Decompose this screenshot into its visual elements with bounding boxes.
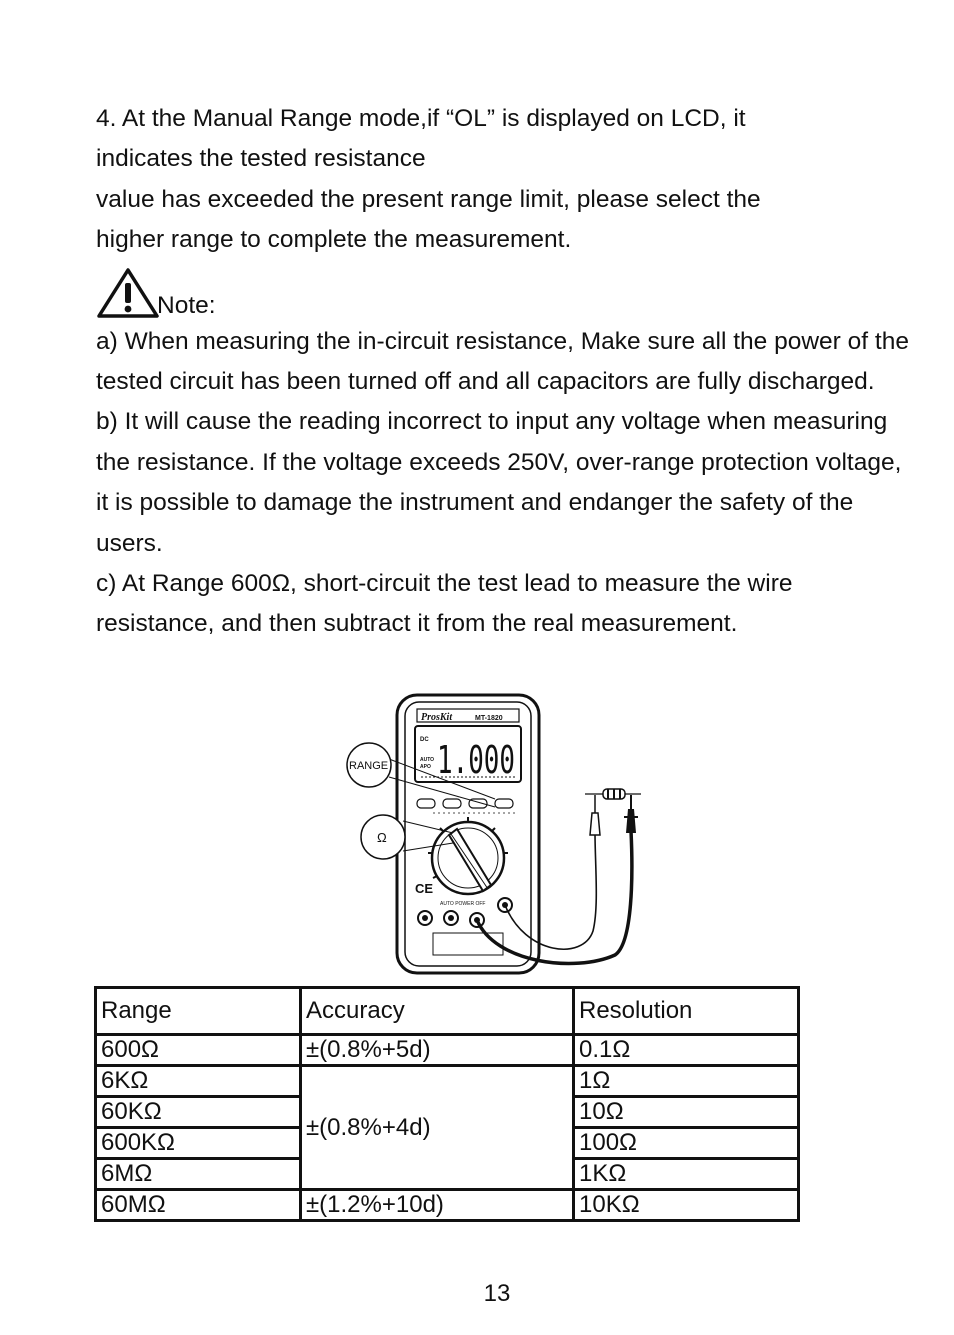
cell-resolution: 0.1Ω — [574, 1035, 799, 1066]
ohm-callout-label: Ω — [377, 830, 387, 845]
cell-range: 6MΩ — [96, 1159, 301, 1190]
paragraph-4-line-1: 4. At the Manual Range mode,if “OL” is displayed on LCD, it — [96, 105, 746, 132]
resistance-spec-table — [94, 986, 800, 1222]
note-c: c) At Range 600Ω, short-circuit the test lead to measure the wire resistance, and then subtract it from the real measurement. — [96, 570, 793, 638]
table-row — [96, 1066, 799, 1097]
table-row — [96, 1035, 799, 1066]
paragraph-4-line-4: higher range to complete the measurement. — [96, 226, 572, 254]
cell-accuracy: ±(0.8%+5d) — [301, 1035, 574, 1066]
table-row — [96, 1190, 799, 1221]
cell-accuracy-merged: ±(0.8%+4d) — [301, 1066, 574, 1190]
multimeter-illustration — [345, 693, 645, 975]
cell-resolution: 1Ω — [574, 1066, 799, 1097]
cell-range: 600KΩ — [96, 1128, 301, 1159]
header-resolution: Resolution — [574, 988, 799, 1035]
cell-range: 6KΩ — [96, 1066, 301, 1097]
page-number: 13 — [483, 1280, 511, 1307]
paragraph-4-line-3: value has exceeded the present range limit, please select the — [96, 185, 761, 213]
svg-text:AUTO POWER OFF: AUTO POWER OFF — [440, 901, 486, 907]
cell-range: 60KΩ — [96, 1097, 301, 1128]
header-accuracy: Accuracy — [301, 988, 574, 1035]
lcd-reading: 1.000 — [437, 738, 515, 782]
svg-text:APO: APO — [420, 764, 431, 770]
svg-text:CE: CE — [415, 881, 434, 896]
cell-range: 60MΩ — [96, 1190, 301, 1221]
brand-logo: ProsKit — [421, 712, 453, 723]
cell-resolution: 10Ω — [574, 1097, 799, 1128]
note-label: Note: — [157, 291, 216, 319]
cell-resolution: 100Ω — [574, 1128, 799, 1159]
header-range: Range — [96, 988, 301, 1035]
cell-accuracy: ±(1.2%+10d) — [301, 1190, 574, 1221]
paragraph-4-line-2: indicates the tested resistance — [96, 145, 426, 173]
table-header-row — [96, 988, 799, 1035]
warning-icon — [96, 267, 160, 319]
note-b: b) It will cause the reading incorrect to input any voltage when measuring the resistance. If the voltage exceeds 250V, over-range protection voltage, it is possible to damage the instrument and endanger the safety of the users. — [96, 408, 902, 557]
model-label: MT-1820 — [475, 715, 503, 722]
note-heading — [96, 261, 916, 322]
cell-range: 600Ω — [96, 1035, 301, 1066]
range-callout-label: RANGE — [349, 760, 389, 772]
svg-text:AUTO: AUTO — [420, 757, 435, 763]
note-a: a) When measuring the in-circuit resistance, Make sure all the power of the tested circuit has been turned off and all capacitors are fully discharged. — [96, 327, 909, 396]
svg-text:DC: DC — [420, 737, 429, 743]
cell-resolution: 10KΩ — [574, 1190, 799, 1221]
body-text — [96, 99, 916, 645]
cell-resolution: 1KΩ — [574, 1159, 799, 1190]
